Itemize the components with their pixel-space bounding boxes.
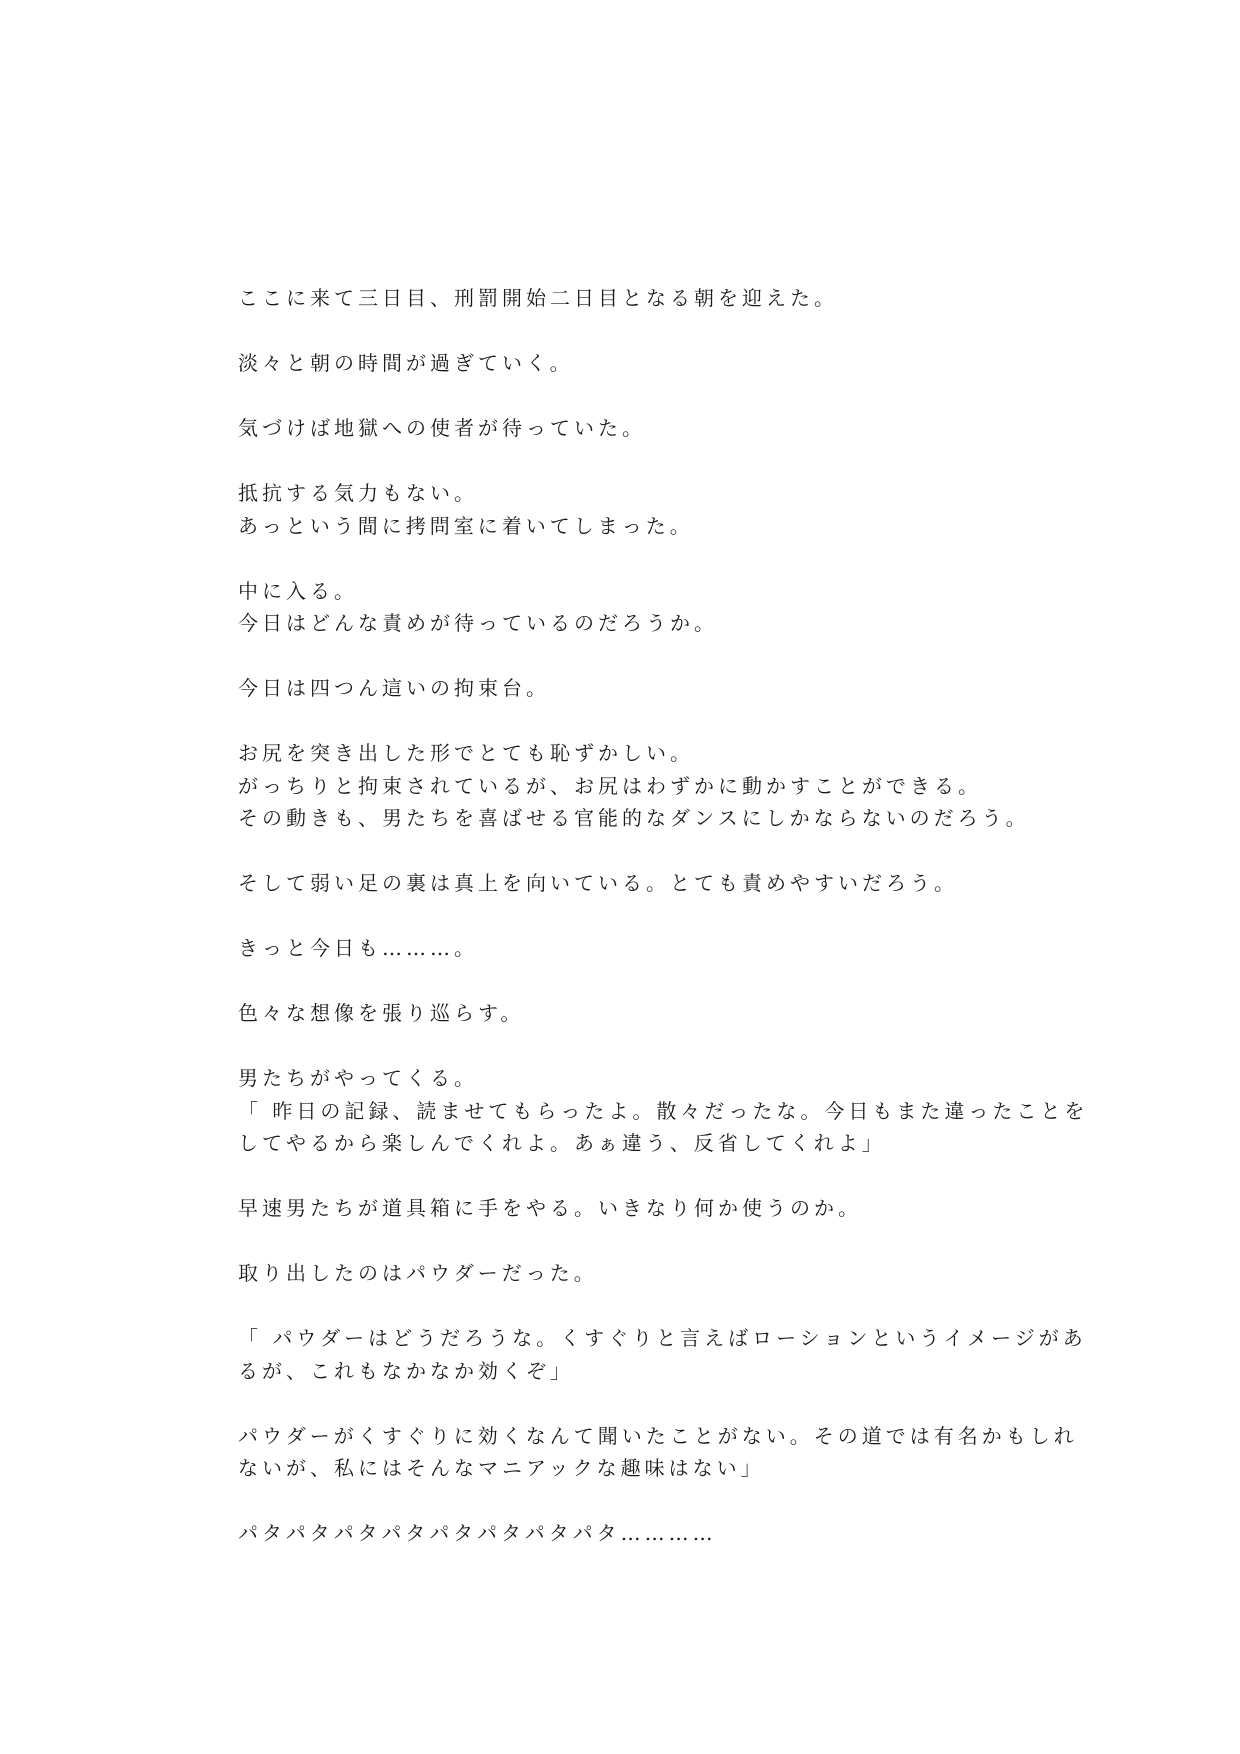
text-line: あっという間に拷問室に着いてしまった。 [238,513,694,538]
text-line: 気づけば地獄への使者が待っていた。 [238,416,646,440]
blank-line [238,1160,1018,1193]
blank-line [238,542,1018,575]
text-line: 淡々と朝の時間が過ぎていく。 [238,351,574,375]
text-line: 抵抗する気力もない。 [238,481,478,505]
blank-line [238,705,1018,738]
blank-line [238,1225,1018,1258]
text-line: そして弱い足の裏は真上を向いている。とても責めやすいだろう。 [238,871,958,895]
text-line: がっちりと拘束されているが、お尻はわずかに動かすことができる。 [238,773,982,798]
text-line: ここに来て三日目、刑罰開始二日目となる朝を迎えた。 [238,286,838,310]
text-line: その動きも、男たちを喜ばせる官能的なダンスにしかならないのだろう。 [238,806,1030,830]
blank-line [238,640,1018,673]
blank-line [238,1485,1018,1518]
text-line: 今日はどんな責めが待っているのだろうか。 [238,611,718,635]
dialogue-line: してやるから楽しんでくれよ。あぁ違う、反省してくれよ」 [238,1131,886,1155]
text-body [238,282,1089,1550]
blank-line [238,315,1018,348]
text-line: 男たちがやってくる。 [238,1066,478,1090]
text-line: 中に入る。 [238,578,358,603]
blank-line [238,1387,1018,1420]
dialogue-line: るが、これもなかなか効くぞ」 [238,1358,574,1383]
text-line: パタパタパタパタパタパタパタパタ………… [238,1521,717,1545]
text-line: 今日は四つん這いの拘束台。 [238,676,550,700]
blank-line [238,1290,1018,1323]
text-line: 取り出したのはパウダーだった。 [238,1261,598,1285]
blank-line [238,445,1018,478]
blank-line [238,380,1018,413]
text-line: お尻を突き出した形でとても恥ずかしい。 [238,741,694,765]
text-line: きっと今日も………。 [238,936,478,960]
blank-line [238,1030,1018,1063]
dialogue-line: 「 パウダーはどうだろうな。くすぐりと言えばローションというイメージがあ [238,1326,1087,1350]
text-line: パウダーがくすぐりに効くなんて聞いたことがない。その道では有名かもしれ [238,1423,1078,1448]
blank-line [238,965,1018,998]
text-line: 色々な想像を張り巡らす。 [238,1001,525,1025]
dialogue-line: 「 昨日の記録、読ませてもらったよ。散々だったな。今日もまた違ったことを [238,1098,1089,1123]
blank-line [238,900,1018,933]
text-line: ないが、私にはそんなマニアックな趣味はない」 [238,1456,765,1480]
text-line: 早速男たちが道具箱に手をやる。いきなり何か使うのか。 [238,1196,862,1220]
blank-line [238,835,1018,868]
